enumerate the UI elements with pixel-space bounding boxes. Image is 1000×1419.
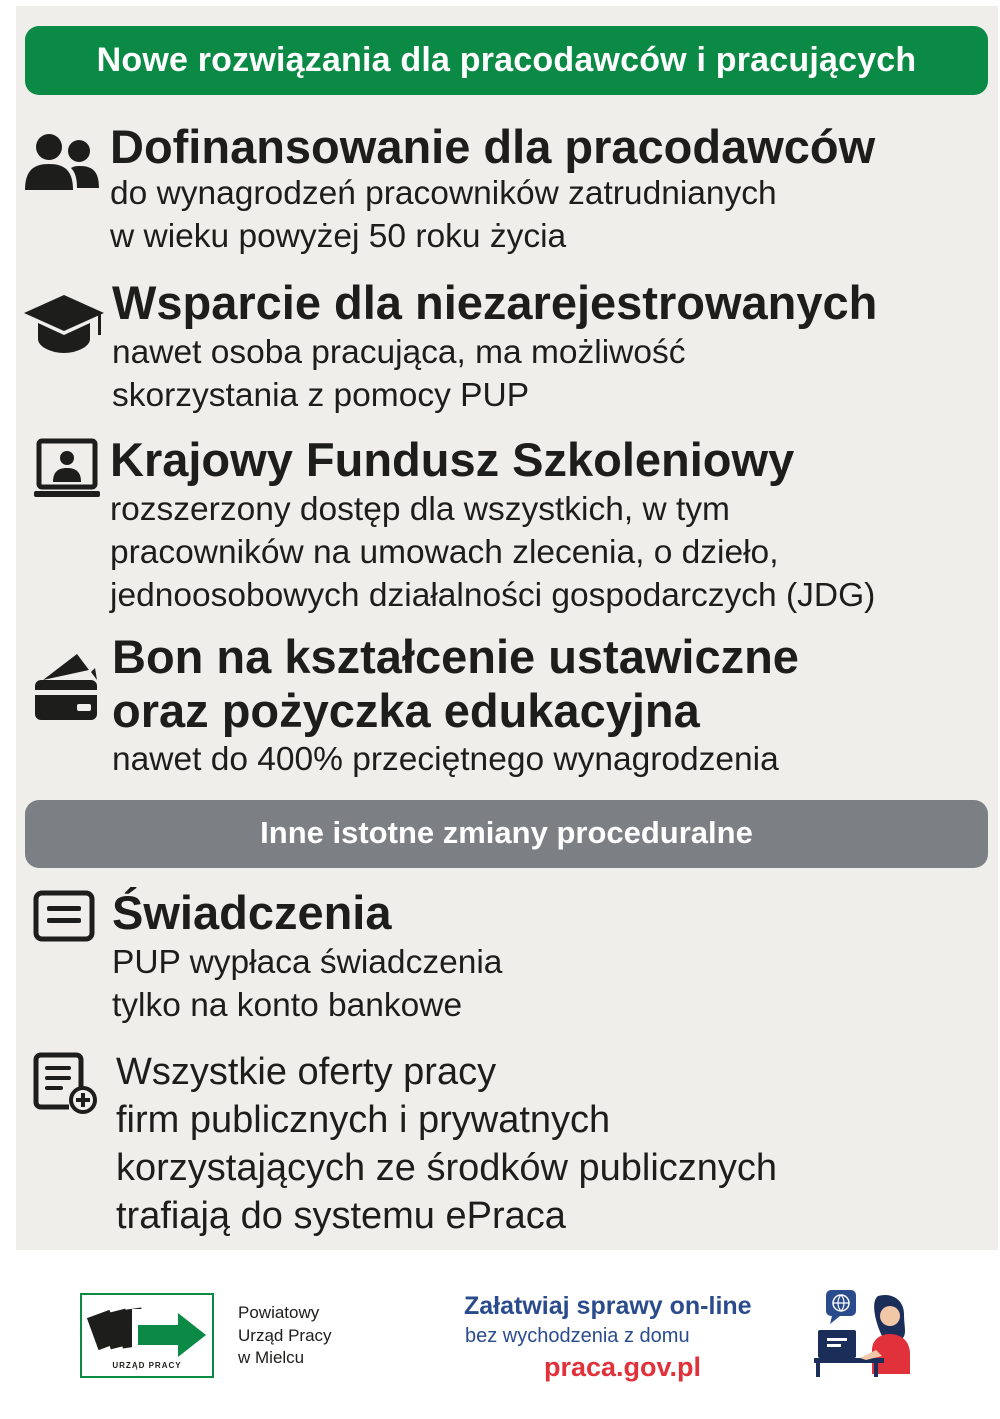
pup-logo xyxy=(80,1293,214,1378)
section-line: PUP wypłaca świadczenia xyxy=(112,944,503,981)
online-training-icon xyxy=(33,438,101,500)
section-title: Świadczenia xyxy=(112,886,392,939)
section-line: tylko na konto bankowe xyxy=(112,987,463,1024)
section-title: Krajowy Fundusz Szkoleniowy xyxy=(110,433,795,486)
section-line: pracowników na umowach zlecenia, o dzieło, xyxy=(110,534,779,571)
online-url-link[interactable]: praca.gov.pl xyxy=(544,1352,702,1382)
graduation-cap-icon xyxy=(22,293,106,357)
section-title: Bon na kształcenie ustawiczne xyxy=(112,630,799,683)
online-title: Załatwiaj sprawy on-line xyxy=(464,1292,752,1320)
office-name-line: Powiatowy xyxy=(238,1303,320,1322)
office-name-line: Urząd Pracy xyxy=(238,1325,332,1345)
procedural-banner: Inne istotne zmiany proceduralne xyxy=(25,800,988,868)
people-icon xyxy=(24,132,100,192)
logo-text: URZĄD PRACY xyxy=(112,1361,182,1370)
section-line: do wynagrodzeń pracowników zatrudnianych xyxy=(110,175,777,212)
section-line: trafiają do systemu ePraca xyxy=(116,1195,566,1237)
logo-emblem-icon xyxy=(82,1295,212,1365)
section-line: jednoosobowych działalności gospodarczych (JDG) xyxy=(110,577,876,614)
person-at-laptop-icon xyxy=(810,1288,922,1380)
wallet-card-icon xyxy=(33,650,101,722)
section-line: w wieku powyżej 50 roku życia xyxy=(110,218,567,255)
section-line: skorzystania z pomocy PUP xyxy=(112,377,530,414)
section-line: nawet osoba pracująca, ma możliwość xyxy=(112,334,686,371)
section-line: Wszystkie oferty pracy xyxy=(116,1051,497,1093)
document-add-icon xyxy=(33,1052,99,1116)
online-subtitle: bez wychodzenia z domu xyxy=(465,1325,690,1347)
office-name xyxy=(238,1302,332,1370)
section-title: Dofinansowanie dla pracodawców xyxy=(110,120,876,173)
section-line: korzystających ze środków publicznych xyxy=(116,1147,778,1189)
header-banner: Nowe rozwiązania dla pracodawców i pracujących xyxy=(25,26,988,95)
section-line: rozszerzony dostęp dla wszystkich, w tym xyxy=(110,491,730,528)
section-line: nawet do 400% przeciętnego wynagrodzenia xyxy=(112,741,779,778)
office-name-line: w Mielcu xyxy=(238,1348,305,1367)
section-title: oraz pożyczka edukacyjna xyxy=(112,684,700,737)
document-icon xyxy=(33,890,95,942)
section-title: Wsparcie dla niezarejestrowanych xyxy=(112,276,878,329)
section-line: firm publicznych i prywatnych xyxy=(116,1099,611,1141)
